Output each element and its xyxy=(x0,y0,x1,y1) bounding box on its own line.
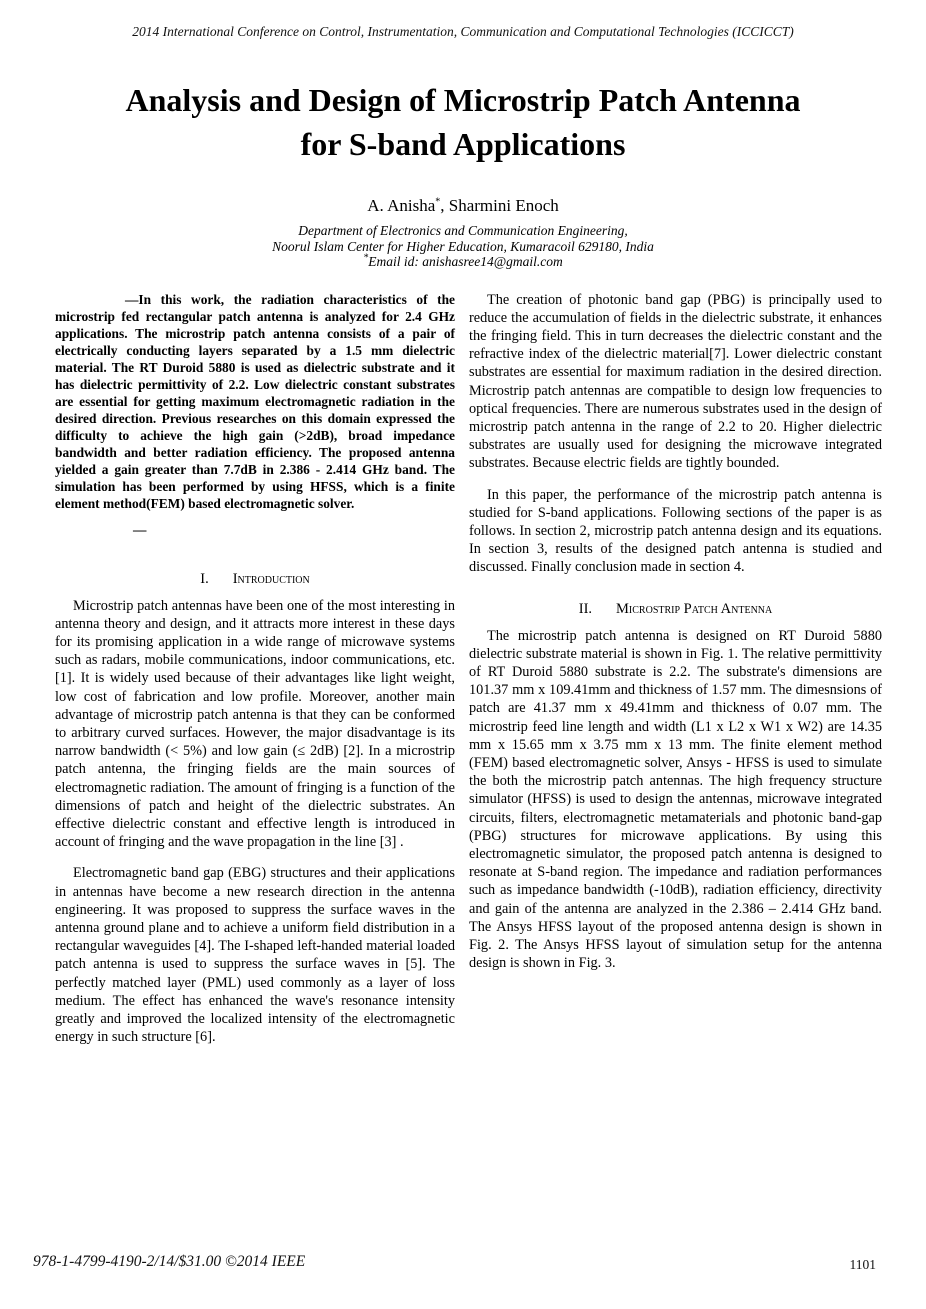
paper-outline-paragraph: In this paper, the performance of the microstrip patch antenna is studied for S-band applications. Following sections of the paper is as follows. In section 2, microstrip patch antenna design and its equations. In section 3, results of the designed patch antenna is studied and discussed. Finally conclusion made in section 4. xyxy=(469,486,882,576)
pbg-paragraph: The creation of photonic band gap (PBG) is principally used to reduce the accumulation of fields in the dielectric substrate, it enhances the fringing field. This in turn decreases the dielectric constant and the refractive index of the dielectric material[7]. Lower dielectric constant substrates are essential for maximum radiation in the desired direction. Microstrip patch antennas are compatible to design low frequencies to optical frequencies. There are numerous substrates used in the design of microstrip patch antenna in the range of 2.2 to 20. Higher dielectric substrates are usually used for designing the microwave integrated substrates. Because electric fields are tightly bounded. xyxy=(469,291,882,472)
section-number-2: II. xyxy=(578,600,593,617)
affiliation-email-line xyxy=(0,254,926,270)
introduction-paragraph-2: Electromagnetic band gap (EBG) structures and their applications in antennas have become a new research direction in the antenna engineering. It was proposed to suppress the surface waves in the antenna ground plane and to achieve a uniform field distribution in a rectangular waveguides [4]. The I-shaped left-handed material loaded patch antenna is used to suppress the surface waves in [5]. The perfectly matched layer (PML) used commonly as a layer of loss medium. The effect has enhanced the wave's resonance intensity greatly and improved the localized intensity of the electromagnetic energy in such structure [6]. xyxy=(55,865,455,1046)
footer-page-number: 1101 xyxy=(849,1257,876,1272)
author-name-1: A. Anisha xyxy=(367,196,436,215)
section-heading-microstrip-patch-antenna xyxy=(469,601,882,618)
author-asterisk: * xyxy=(435,196,441,208)
section-heading-introduction xyxy=(55,571,455,588)
affiliation-department: Department of Electronics and Communication Engineering, xyxy=(298,223,628,238)
email-asterisk: * xyxy=(363,252,369,264)
affiliation-email: Email id: anishasree14@gmail.com xyxy=(368,254,563,269)
paper-title xyxy=(0,78,926,166)
affiliation-institution: Noorul Islam Center for Higher Education, Kumaracoil 629180, India xyxy=(272,238,654,254)
running-head: 2014 International Conference on Control, Instrumentation, Communication and Computational Technologies (ICCICCT) xyxy=(132,24,794,39)
footer-copyright: 978-1-4799-4190-2/14/$31.00 ©2014 IEEE xyxy=(33,1253,306,1270)
introduction-paragraph-1: Microstrip patch antennas have been one of the most interesting in antenna theory and design, and it attracts more interest in these days for its promising application in a wide range of microwave systems such as radars, mobile communications, indoor communications, etc. [1]. It is widely used because of their advantages like light weight, low cost of fabrication and low profile. Moreover, another main advantage of microstrip patch antenna is that they can be conformed to arbitrary curved surfaces. However, the major disadvantage is its narrow bandwidth (< 5%) and low gain (≤ 2dB) [2]. In a microstrip patch antenna, the fringing fields are the main sources of electromagnetic radiation. The amount of fringing is a function of the dimensions of patch and height of the dielectric substrates. An effective dielectric constant and effective length is introduced in account of fringing and the wave propagation in the line [3] . xyxy=(55,597,455,851)
author-name-2: , Sharmini Enoch xyxy=(440,196,559,215)
right-column xyxy=(469,291,882,1047)
paper-title-line1: Analysis and Design of Microstrip Patch Antenna xyxy=(125,82,801,118)
affiliation-block xyxy=(0,223,926,270)
abstract-paragraph: —In this work, the radiation characteristics of the microstrip fed rectangular patch antenna is analyzed for 2.4 GHz applications. The microstrip patch antenna consists of a pair of electrically conducting layers separated by a 1.5 mm dielectric material. The RT Duroid 5880 is used as dielectric substrate and it has dielectric permittivity of 2.2. Low dielectric constant substrates are essential for getting maximum electromagnetic radiation in the desired direction. Previous researches on this domain expressed the difficulty to achieve the high gain (>2dB), broad impedance bandwidth and better radiation efficiency. The proposed antenna yielded a gain greater than 7.7dB in 2.386 - 2.414 GHz band. The simulation has been performed by using HFSS, which is a finite element method(FEM) based electromagnetic solver. xyxy=(55,291,455,511)
section-title-1: Introduction xyxy=(232,570,310,587)
section-title-2: Microstrip Patch Antenna xyxy=(616,600,773,617)
section-number-1: I. xyxy=(200,570,209,587)
antenna-design-paragraph: The microstrip patch antenna is designed on RT Duroid 5880 dielectric substrate material is shown in Fig. 1. The relative permittivity of RT Duroid 5880 substrate is 2.2. The substrate's dimensions are 101.37 mm x 109.41mm and thickness of 1.57 mm. The dimesnsions of patch are 41.37 mm x 49.41mm and thickness of 0.07 mm. The microstrip feed line length and width (L1 x L2 x W1 x W2) are 14.35 mm x 15.65 mm x 3.75 mm x 13 mm. The finite element method (FEM) based electromagnetic solver, Ansys - HFSS is used to simulate the both the microstrip patch antennas. The high frequency structure simulator (HFSS) is used to design the antennas, microwave integrated circuits, filters, electromagnetic metamaterials and photonic band-gap (PBG) structures for microwave applications. By using this electromagnetic simulator, the proposed patch antenna is designed to resonate at S-band region. The impedance and radiation performances such as impedance bandwidth (-10dB), radiation efficiency, directivity and gain of the antenna are analyzed in the 2.386 – 2.414 GHz band. The Ansys HFSS layout of the proposed antenna design is shown in Fig. 2. The Ansys HFSS layout of simulation setup for the antenna design is shown in Fig. 3. xyxy=(469,627,882,972)
keywords-dash: — xyxy=(133,521,147,537)
two-column-body xyxy=(0,291,926,1047)
paper-title-line2: for S-band Applications xyxy=(300,126,626,162)
authors-line xyxy=(0,196,926,216)
left-column xyxy=(55,291,455,1047)
